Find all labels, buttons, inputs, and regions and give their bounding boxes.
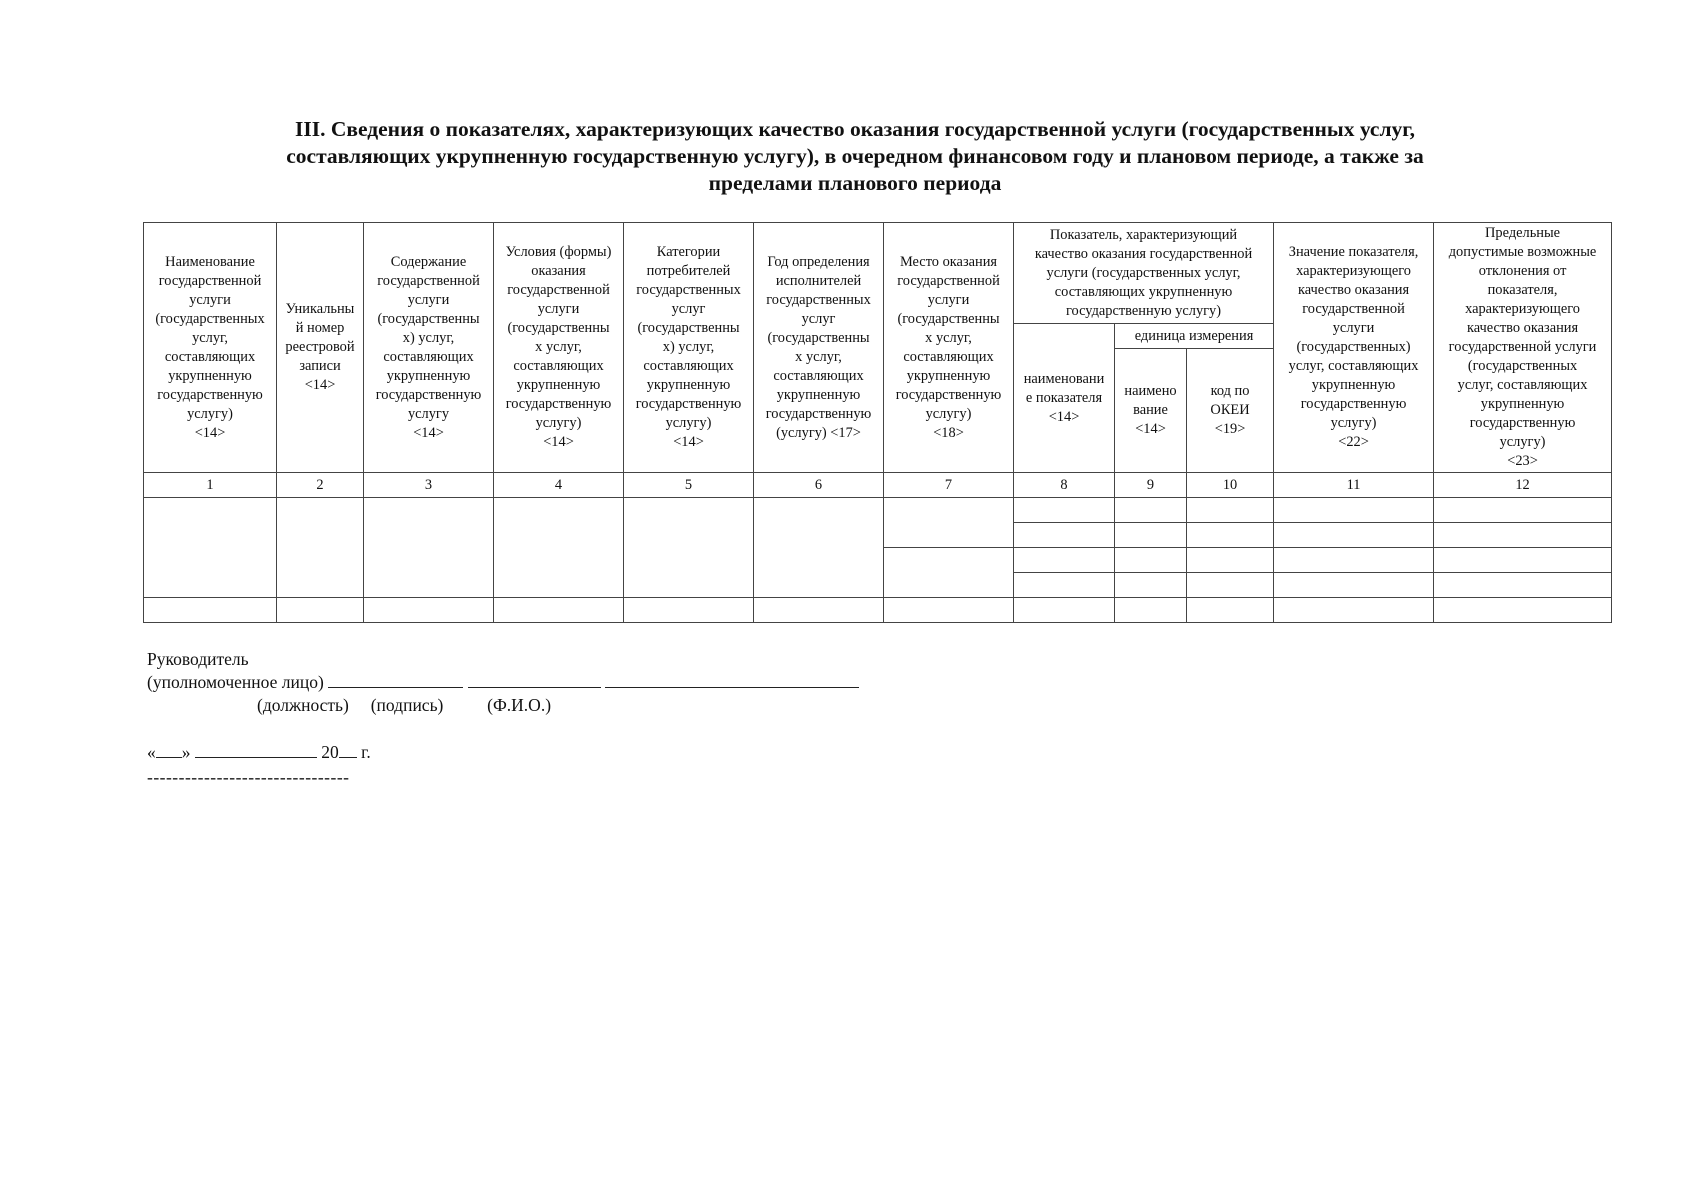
header-performer-year: Год определения исполнителей государственных услуг (государственны х услуг, составляющих укрупненную государственную (услугу) <17> [754, 223, 884, 473]
table-cell[interactable] [624, 498, 754, 598]
table-cell[interactable] [364, 598, 494, 623]
signature-block [147, 648, 859, 789]
header-service-conditions: Условия (формы) оказания государственной услуги (государственны х услуг, составляющих укрупненную государственную услугу) <14> [494, 223, 624, 473]
header-service-place: Место оказания государственной услуги (государственны х услуг, составляющих укрупненную государственную услугу) <18> [884, 223, 1014, 473]
column-number: 2 [277, 473, 364, 498]
table-cell[interactable] [1187, 523, 1274, 548]
table-cell[interactable] [1014, 498, 1115, 523]
position-blank[interactable] [328, 671, 463, 688]
day-blank[interactable] [156, 741, 182, 758]
table-cell[interactable] [1434, 598, 1612, 623]
table-cell[interactable] [1115, 573, 1187, 598]
title-line-3: пределами планового периода [708, 171, 1002, 195]
table-cell[interactable] [1274, 573, 1434, 598]
date-quote-open: « [147, 742, 156, 762]
authorized-person-label: (уполномоченное лицо) [147, 672, 324, 692]
header-unit-group: единица измерения [1115, 324, 1274, 349]
column-number: 5 [624, 473, 754, 498]
header-indicator-group: Показатель, характеризующий качество оказания государственной услуги (государственных услуг, составляющих укрупненную государственную услугу) [1014, 223, 1274, 324]
header-indicator-name: наименовани е показателя <14> [1014, 324, 1115, 473]
column-number: 12 [1434, 473, 1612, 498]
column-number: 10 [1187, 473, 1274, 498]
column-number: 1 [144, 473, 277, 498]
table-cell[interactable] [1115, 548, 1187, 573]
table-cell[interactable] [1434, 548, 1612, 573]
header-consumer-categories: Категории потребителей государственных услуг (государственны х) услуг, составляющих укрупненную государственную услугу) <14> [624, 223, 754, 473]
table-cell[interactable] [1434, 523, 1612, 548]
column-number: 8 [1014, 473, 1115, 498]
table-cell[interactable] [1274, 523, 1434, 548]
column-number: 6 [754, 473, 884, 498]
table-cell[interactable] [1115, 598, 1187, 623]
signatory-line [147, 671, 859, 694]
table-cell[interactable] [494, 498, 624, 598]
table-cell[interactable] [144, 598, 277, 623]
table-row [144, 498, 1612, 523]
table-cell[interactable] [1187, 548, 1274, 573]
year-suffix: г. [361, 742, 371, 762]
table-cell[interactable] [1187, 573, 1274, 598]
title-line-1: III. Сведения о показателях, характеризующих качество оказания государственной услуги (государственных услуг, [295, 117, 1415, 141]
table-cell[interactable] [494, 598, 624, 623]
column-number: 3 [364, 473, 494, 498]
section-title [190, 116, 1520, 197]
table-cell[interactable] [1014, 573, 1115, 598]
table-cell[interactable] [884, 598, 1014, 623]
table-cell[interactable] [1014, 548, 1115, 573]
year-blank[interactable] [339, 741, 357, 758]
table-cell[interactable] [884, 498, 1014, 548]
signature-caption: (подпись) [370, 695, 444, 715]
full-name-blank[interactable] [605, 671, 859, 688]
signatory-role: Руководитель [147, 649, 249, 669]
table-cell[interactable] [1187, 498, 1274, 523]
date-line [147, 741, 859, 764]
table-cell[interactable] [144, 498, 277, 598]
header-service-content: Содержание государственной услуги (государственны х) услуг, составляющих укрупненную государственную услугу <14> [364, 223, 494, 473]
header-registry-number: Уникальны й номер реестровой записи <14> [277, 223, 364, 473]
table-cell[interactable] [884, 548, 1014, 598]
table-cell[interactable] [1274, 598, 1434, 623]
header-unit-name: наимено вание <14> [1115, 349, 1187, 473]
table-cell[interactable] [1014, 598, 1115, 623]
table-cell[interactable] [277, 498, 364, 598]
header-service-name: Наименование государственной услуги (государственных услуг, составляющих укрупненную государственную услугу) <14> [144, 223, 277, 473]
full-name-caption: (Ф.И.О.) [487, 695, 552, 715]
table-cell[interactable] [624, 598, 754, 623]
table-cell[interactable] [1115, 498, 1187, 523]
table-cell[interactable] [277, 598, 364, 623]
date-quote-close: » [181, 742, 191, 762]
position-caption: (должность) [257, 695, 349, 715]
month-blank[interactable] [195, 741, 317, 758]
table-cell[interactable] [1274, 498, 1434, 523]
footnote-separator: -------------------------------- [147, 767, 350, 787]
table-cell[interactable] [1014, 523, 1115, 548]
table-cell[interactable] [1115, 523, 1187, 548]
column-number: 4 [494, 473, 624, 498]
signatory-captions [147, 694, 859, 717]
table-cell[interactable] [364, 498, 494, 598]
table-cell[interactable] [754, 598, 884, 623]
header-allowed-deviations: Предельные допустимые возможные отклонения от показателя, характеризующего качество оказания государственной услуги (государственных услуг, составляющих укрупненную государственную услугу) <23> [1434, 223, 1612, 473]
title-line-2: составляющих укрупненную государственную услугу), в очередном финансовом году и плановом периоде, а также за [286, 144, 1424, 168]
table-cell[interactable] [1434, 573, 1612, 598]
signature-blank[interactable] [468, 671, 601, 688]
year-prefix: 20 [321, 742, 339, 762]
table-cell[interactable] [1187, 598, 1274, 623]
column-number: 7 [884, 473, 1014, 498]
table-row [144, 598, 1612, 623]
header-indicator-value: Значение показателя, характеризующего качество оказания государственной услуги (государственных) услуг, составляющих укрупненную государственную услугу) <22> [1274, 223, 1434, 473]
header-okei-code: код по ОКЕИ <19> [1187, 349, 1274, 473]
table-cell[interactable] [1434, 498, 1612, 523]
table-cell[interactable] [754, 498, 884, 598]
column-number: 9 [1115, 473, 1187, 498]
column-number: 11 [1274, 473, 1434, 498]
table-cell[interactable] [1274, 548, 1434, 573]
quality-indicators-table [143, 222, 1612, 623]
